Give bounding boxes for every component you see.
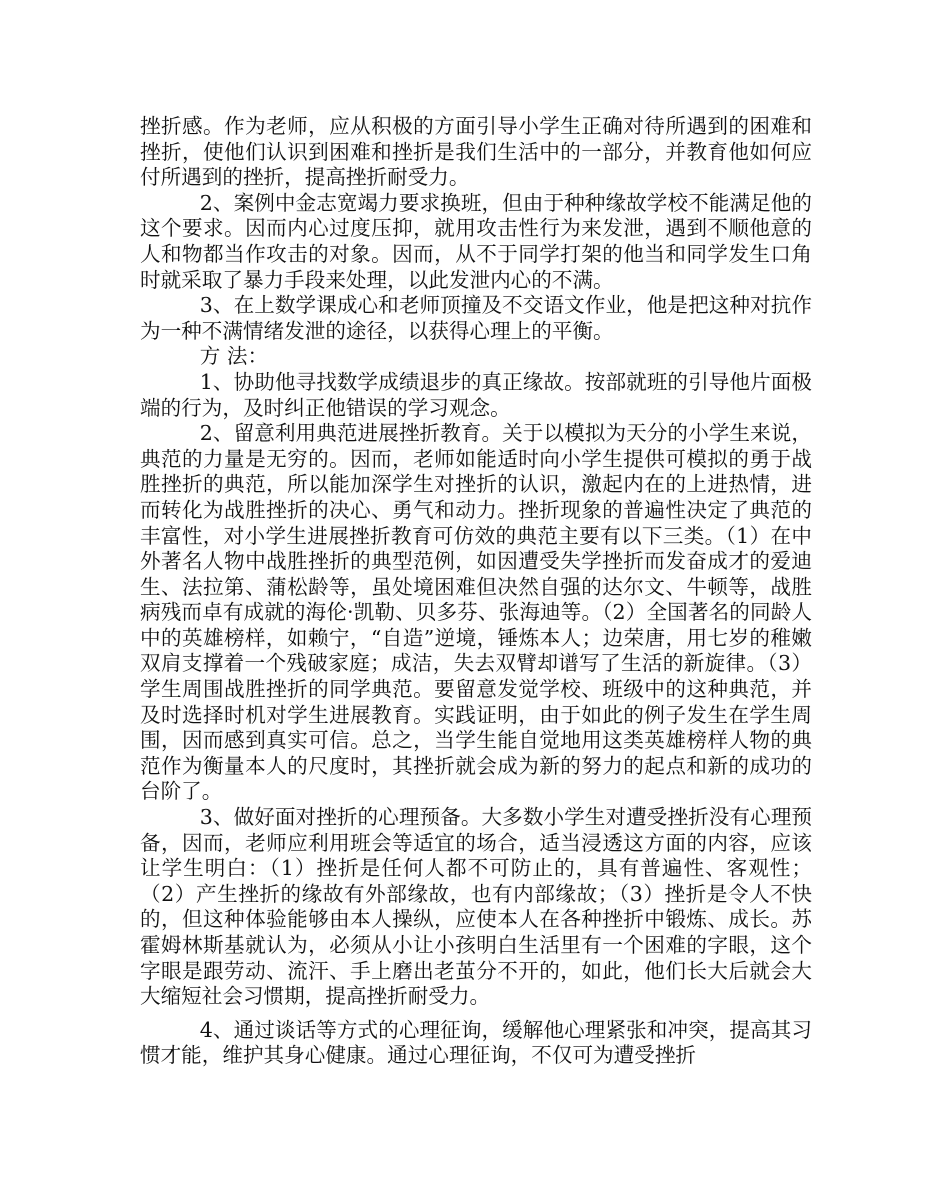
- paragraph-5: 1、协助他寻找数学成绩退步的真正缘故。按部就班的引导他片面极端的行为，及时纠正他错误的学习观念。: [140, 369, 812, 420]
- method-heading: 方 法：: [199, 344, 269, 369]
- paragraph-1: 挫折感。作为老师，应从积极的方面引导小学生正确对待所遇到的困难和挫折，使他们认识到困难和挫折是我们生活中的一部分，并教育他如何应付所遇到的挫折，提高挫折耐受力。: [140, 114, 812, 190]
- paragraph-3: 3、在上数学课成心和老师顶撞及不交语文作业，他是把这种对抗作为一种不满情绪发泄的途径，以获得心理上的平衡。: [140, 293, 812, 343]
- paragraph-2: 2、案例中金志宽竭力要求换班，但由于种种缘故学校不能满足他的这个要求。因而内心过度压抑，就用攻击性行为来发泄，遇到不顺他意的人和物都当作攻击的对象。因而，从不于同学打架的他当和同学发生口角时就采取了暴力手段来处理，以此发泄内心的不满。: [140, 190, 812, 292]
- document-page: [140, 114, 812, 1069]
- paragraph-6: 2、留意利用典范进展挫折教育。关于以模拟为天分的小学生来说，典范的力量是无穷的。因而，老师如能适时向小学生提供可模拟的勇于战胜挫折的典范，所以能加深学生对挫折的认识，激起内在的上进热情，进而转化为战胜挫折的决心、勇气和动力。挫折现象的普遍性决定了典范的丰富性，对小学生进展挫折教育可仿效的典范主要有以下三类。（1）在中外著名人物中战胜挫折的典型范例，如因遭受失学挫折而发奋成才的爱迪生、法拉第、蒲松龄等，虽处境困难但决然自强的达尔文、牛顿等，战胜病残而卓有成就的海伦·凯勒、贝多芬、张海迪等。（2）全国著名的同龄人中的英雄榜样，如赖宁，“自造”逆境，锤炼本人；边荣唐，用七岁的稚嫩双肩支撑着一个残破家庭；成洁，失去双臂却谱写了生活的新旋律。（3）学生周围战胜挫折的同学典范。要留意发觉学校、班级中的这种典范，并及时选择时机对学生进展教育。实践证明，由于如此的例子发生在学生周围，因而感到真实可信。总之，当学生能自觉地用这类英雄榜样人物的典范作为衡量本人的尺度时，其挫折就会成为新的努力的起点和新的成功的台阶了。: [140, 421, 812, 804]
- paragraph-7: 3、做好面对挫折的心理预备。大多数小学生对遭受挫折没有心理预备，因而，老师应利用班会等适宜的场合，适当浸透这方面的内容，应该让学生明白：（1）挫折是任何人都不可防止的，具有普遍性、客观性；（2）产生挫折的缘故有外部缘故，也有内部缘故；（3）挫折是令人不快的，但这种体验能够由本人操纵，应使本人在各种挫折中锻炼、成长。苏霍姆林斯基就认为，必须从小让小孩明白生活里有一个困难的字眼，这个字眼是跟劳动、流汗、手上磨出老茧分不开的，如此，他们长大后就会大大缩短社会习惯期，提高挫折耐受力。: [140, 805, 812, 1009]
- paragraph-8: 4、通过谈话等方式的心理征询，缓解他心理紧张和冲突，提高其习惯才能，维护其身心健康。通过心理征询，不仅可为遭受挫折: [140, 1017, 812, 1068]
